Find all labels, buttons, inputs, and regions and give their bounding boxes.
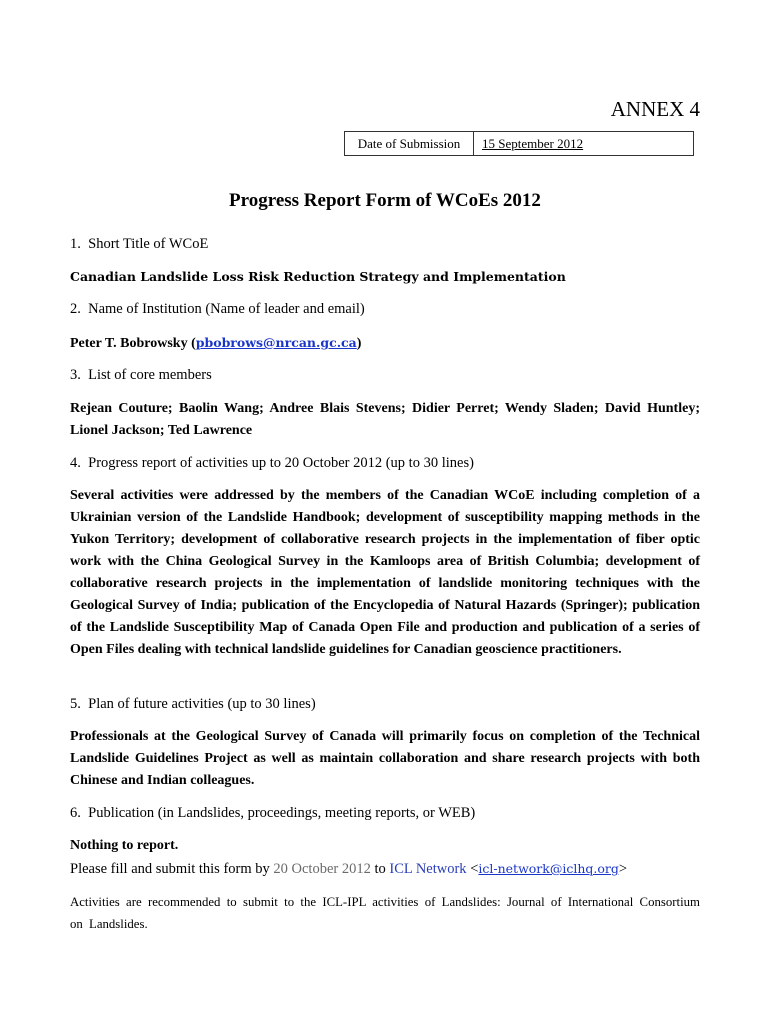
section-6-heading: 6. Publication (in Landslides, proceedings, meeting reports, or WEB) <box>70 805 476 821</box>
leader-name: Peter T. Bobrowsky ( <box>70 336 196 351</box>
instructions-to: to <box>370 861 390 877</box>
section-5-answer[interactable]: Professionals at the Geological Survey of Canada will primarily focus on completion of the Technical Landslide Guidelines Project as well as maintain collaboration and share research projects with both Chinese and Indian colleagues. <box>70 729 700 788</box>
deadline-date: 20 October 2012 <box>273 861 371 877</box>
submission-date-value[interactable]: 15 September 2012 <box>474 132 694 156</box>
section-6-answer[interactable]: Nothing to report. <box>70 838 179 853</box>
icl-network-email-link[interactable]: icl-network@iclhq.org <box>478 861 619 876</box>
page-title: Progress Report Form of WCoEs 2012 <box>229 190 541 211</box>
annex-label: ANNEX 4 <box>610 97 700 121</box>
section-3-answer[interactable]: Rejean Couture; Baolin Wang; Andree Blais Stevens; Didier Perret; Wendy Sladen; David Huntley; Lionel Jackson; Ted Lawrence <box>70 401 700 438</box>
leader-email-link[interactable]: pbobrows@nrcan.gc.ca <box>195 335 357 350</box>
instructions-prefix: Please fill and submit this form by <box>70 861 274 877</box>
section-3-heading: 3. List of core members <box>70 367 212 383</box>
footer-note: Activities are recommended to submit to the ICL-IPL activities of Landslides: Journal of International Consortium on Landslides. <box>70 895 700 931</box>
submit-instructions <box>70 861 700 878</box>
icl-network-name: ICL Network <box>389 861 467 877</box>
section-2-answer[interactable] <box>70 332 700 355</box>
email-close-bracket: > <box>618 861 628 877</box>
submission-table <box>344 131 694 156</box>
submission-date-label: Date of Submission <box>345 132 474 156</box>
section-4-answer[interactable]: Several activities were addressed by the members of the Canadian WCoE including completion of a Ukrainian version of the Landslide Handbook; development of susceptibility mapping methods in the Yukon Territory; development of collaborative research projects in the implementation of fiber optic work with the China Geological Survey in the Kamloops area of British Columbia; development of collaborative research projects in the implementation of landslide monitoring techniques with the Geological Survey of India; publication of the Encyclopedia of Natural Hazards (Springer); publication of the Landslide Susceptibility Map of Canada Open File and production and publication of a series of Open Files dealing with technical landslide guidelines for Canadian geoscience practitioners. <box>70 488 700 657</box>
email-open-bracket: < <box>466 861 479 877</box>
section-4-heading: 4. Progress report of activities up to 20 October 2012 (up to 30 lines) <box>70 455 474 471</box>
section-2-heading: 2. Name of Institution (Name of leader and email) <box>70 301 365 317</box>
leader-close-paren: ) <box>356 336 362 351</box>
section-5-heading: 5. Plan of future activities (up to 30 lines) <box>70 696 316 712</box>
section-1-heading: 1. Short Title of WCoE <box>70 236 209 252</box>
section-1-answer[interactable]: Canadian Landslide Loss Risk Reduction Strategy and Implementation <box>70 269 566 284</box>
